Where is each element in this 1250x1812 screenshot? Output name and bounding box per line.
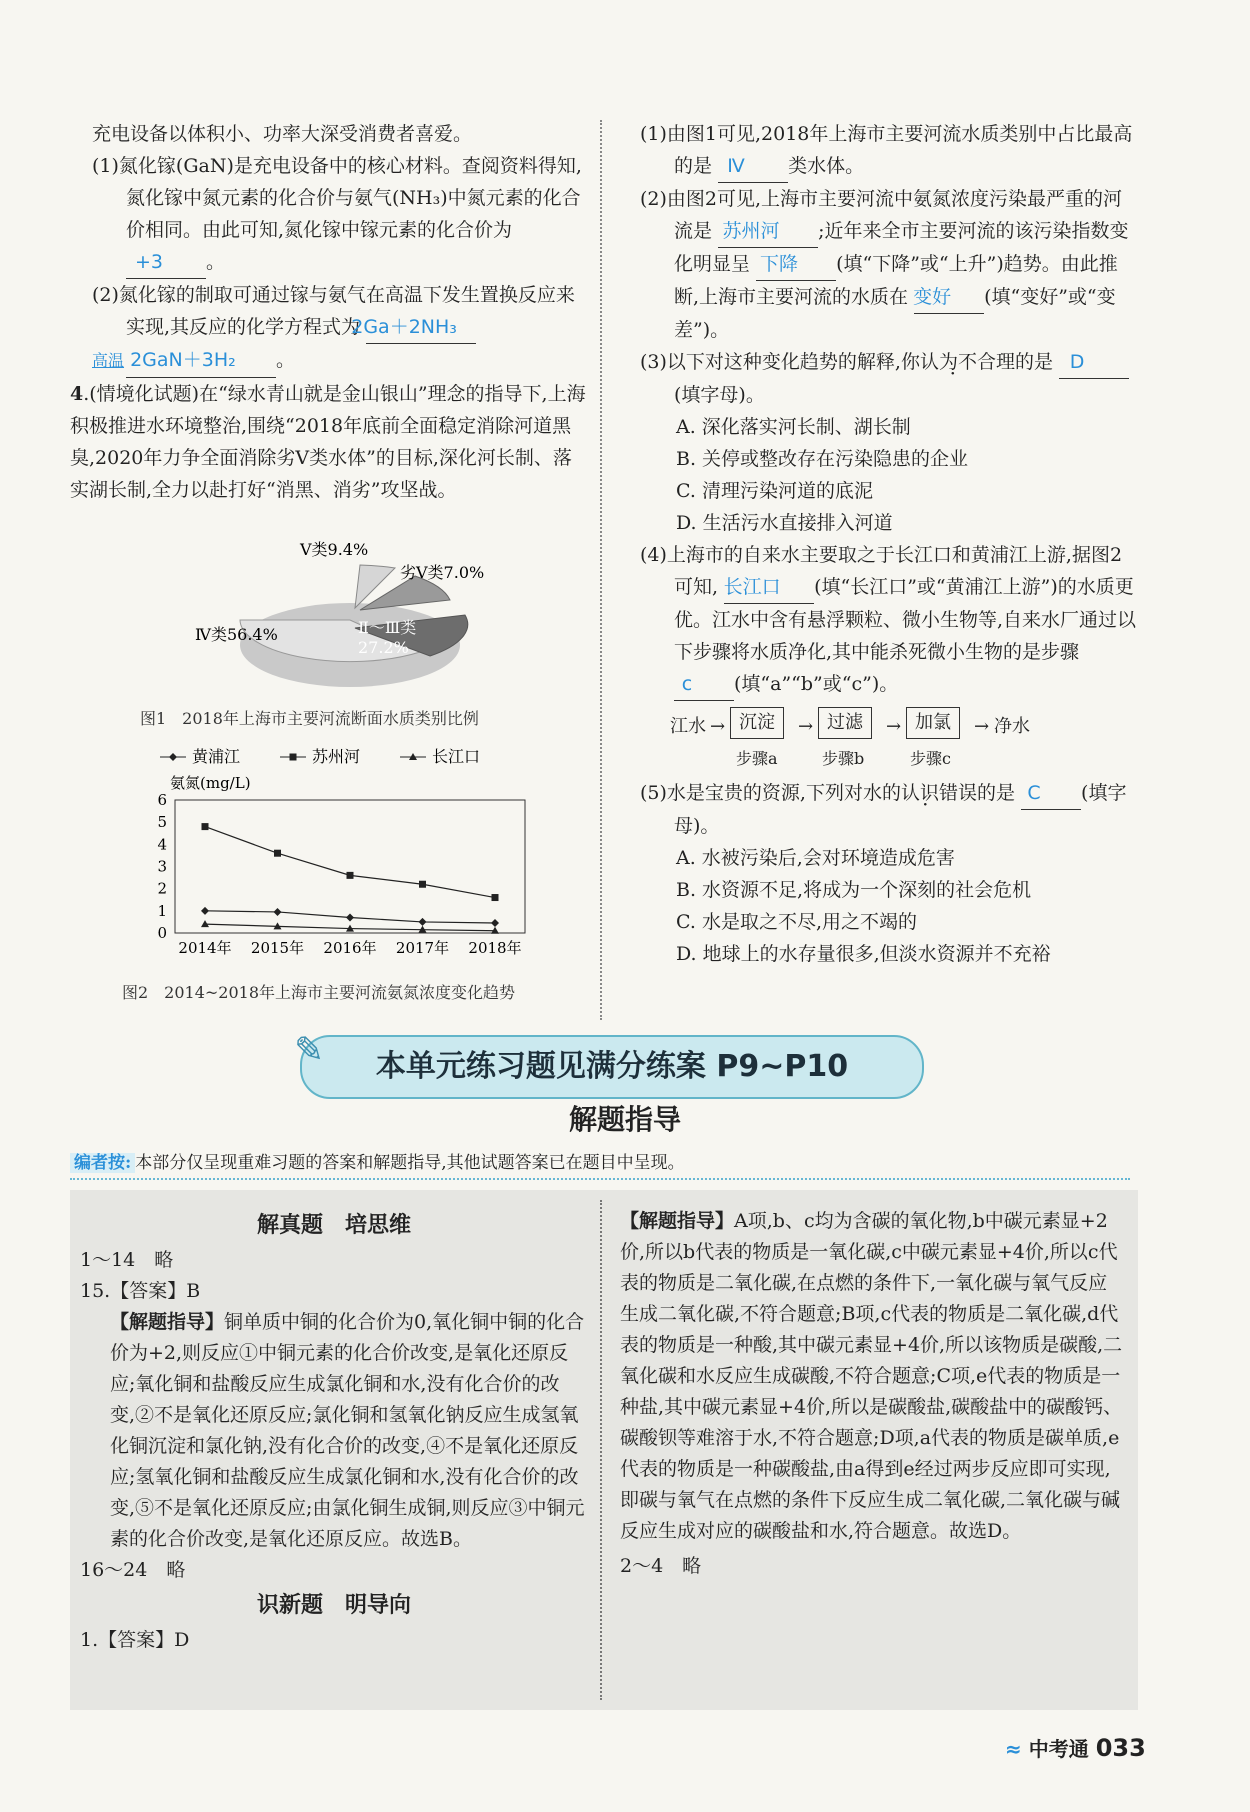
answer-r2-quality: 变好 — [914, 281, 984, 314]
y-tick-label: 4 — [157, 835, 167, 854]
answer-q2-right: 高温 2GaN＋3H₂ — [126, 344, 276, 378]
guide-title: 解题指导 — [568, 1103, 681, 1136]
y-tick-label: 3 — [157, 857, 167, 876]
legend-label: 长江口 — [432, 747, 481, 766]
guide-line-1: 1～14 略 — [80, 1249, 174, 1271]
answer-r4-step: c — [674, 668, 734, 701]
y-tick-label: 5 — [157, 813, 167, 832]
guide-explanation-right: 【解题指导】A项,b、c均为含碳的氧化物,b中碳元素显+2价,所以b代表的物质是一氧化碳,c中碳元素显+4价,所以c代表的物质是二氧化碳,在点燃的条件下,一氧化碳与氧气反应生成二氧化碳,不符合题意;B项,c代表的物质是二氧化碳,d代表的物质是一种酸,其中碳元素显+4价,所以该物质是碳酸,二氧化碳和水反应生成碳酸,不符合题意;C项,e代表的物质是一种盐,其中碳元素显+4价,所以是碳酸盐,碳酸盐中的碳酸钙、碳酸钡等难溶于水,不符合题意;D项,a代表的物质是碳单质,e代表的物质是一种碳酸盐,由a得到e经过两步反应即可实现,即碳与氧气在点燃的条件下反应生成二氧化碳,二氧化碳与碱反应生成对应的碳酸盐和水,符合题意。故选D。 — [620, 1210, 1123, 1542]
y-tick-label: 6 — [157, 791, 167, 809]
answer-q2-left: 2Ga＋2NH₃ — [366, 311, 476, 344]
r3-option-d: D. 生活污水直接排入河道 — [676, 512, 893, 534]
legend-marker — [290, 754, 297, 761]
r3-option-b: B. 关停或整改存在污染隐患的企业 — [676, 448, 969, 470]
plot-frame — [175, 800, 525, 933]
pencil-icon: ✎ — [294, 1030, 325, 1071]
r5-option-d: D. 地球上的水存量很多,但淡水资源并不充裕 — [676, 943, 1051, 965]
figure-1-caption: 图1 2018年上海市主要河流断面水质类别比例 — [140, 709, 479, 728]
x-tick-label: 2016年 — [323, 939, 377, 957]
answer-q1: +3 — [126, 246, 206, 279]
flow-label-b: 步骤b — [822, 749, 865, 768]
brand-icon: ≈ — [1005, 1737, 1022, 1761]
data-point — [347, 872, 354, 879]
brand-name: 中考通 — [1028, 1737, 1089, 1761]
pie-label-inferior-v: 劣Ⅴ类7.0% — [400, 563, 485, 582]
page-number: 033 — [1095, 1734, 1146, 1762]
flow-label-a: 步骤a — [736, 749, 778, 768]
arrow-icon: → — [710, 716, 726, 737]
question-1: (1)氮化镓(GaN)是充电设备中的核心材料。查阅资料得知,氮化镓中氮元素的化合价与氨气(NH₃)中氮元素的化合价相同。由此可知,氮化镓中镓元素的化合价为 +3 。 — [92, 150, 590, 279]
chart-legend — [160, 747, 480, 766]
right-question-3: (3)以下对这种变化趋势的解释,你认为不合理的是 D(填字母)。 — [640, 346, 1140, 411]
right-question-5: (5)水是宝贵的资源,下列对水的认识错误的是 C (填字母)。 — [640, 777, 1140, 842]
left-column — [70, 118, 590, 506]
guide-heading-2: 识新题 明导向 — [256, 1593, 411, 1618]
right-column — [640, 118, 1140, 970]
intro-text: 充电设备以体积小、功率大深受消费者喜爱。 — [92, 123, 473, 145]
arrow-icon: → — [798, 716, 814, 737]
guide-line-4: 1.【答案】D — [80, 1629, 190, 1651]
arrow-icon: → — [974, 716, 990, 737]
practice-banner: ✎ 本单元练习题见满分练案 P9~P10 — [300, 1035, 924, 1099]
guide-heading-1: 解真题 培思维 — [256, 1213, 411, 1238]
series-line-2 — [205, 827, 495, 898]
flow-step-2: 过滤 — [818, 707, 872, 739]
figure-2 — [140, 745, 560, 975]
answer-r1: Ⅳ — [718, 150, 788, 183]
figure-1 — [150, 540, 570, 710]
y-axis-label: 氨氮(mg/L) — [170, 774, 251, 792]
pie-label-ii-iii: Ⅱ～Ⅲ类 — [358, 618, 417, 637]
answer-r4-source: 长江口 — [724, 571, 814, 604]
data-point — [274, 850, 281, 857]
y-tick-label: 2 — [157, 879, 167, 898]
x-tick-label: 2015年 — [250, 939, 305, 957]
pie-label-iv: Ⅳ类56.4% — [195, 625, 278, 644]
pie-label-v: Ⅴ类9.4% — [300, 540, 369, 559]
guide-right-column — [620, 1206, 1125, 1582]
page-footer — [1005, 1733, 1146, 1762]
figure-2-caption: 图2 2014~2018年上海市主要河流氨氮浓度变化趋势 — [122, 983, 516, 1002]
purification-flow — [670, 707, 1140, 773]
pie-chart — [150, 540, 570, 710]
x-tick-label: 2018年 — [468, 939, 522, 957]
data-point — [419, 881, 426, 888]
guide-explanation-left: 【解题指导】铜单质中铜的化合价为0,氧化铜中铜的化合价为+2,则反应①中铜元素的化合价改变,是氧化还原反应;氧化铜和盐酸反应生成氯化铜和水,没有化合价的改变,②不是氧化还原反应;氯化铜和氢氧化钠反应生成氢氧化铜沉淀和氯化钠,没有化合价的改变,④不是氧化还原反应;氢氧化铜和盐酸反应生成氯化铜和水,没有化合价的改变,⑤不是氧化还原反应;由氯化铜生成铜,则反应③中铜元素的化合价改变,是氧化还原反应。故选B。 — [110, 1311, 585, 1550]
question-4: 4.(情境化试题)在“绿水青山就是金山银山”理念的指导下,上海积极推进水环境整治,围绕“2018年底前全面稳定消除河道黑臭,2020年力争全面消除劣Ⅴ类水体”的目标,深化河长制、落实湖长制,全力以赴打好“消黑、消劣”攻坚战。 — [70, 383, 586, 501]
answer-r5: C — [1021, 777, 1081, 810]
y-tick-label: 1 — [157, 901, 167, 920]
answer-r2-trend: 下降 — [756, 248, 836, 281]
flow-step-1: 沉淀 — [730, 707, 784, 739]
guide-line-2: 15.【答案】B — [80, 1280, 201, 1302]
guide-divider — [600, 1200, 602, 1700]
data-point — [201, 907, 209, 915]
data-point — [492, 894, 499, 901]
editor-note: 编者按: 本部分仅呈现重难习题的答案和解题指导,其他试题答案已在题目中呈现。 — [70, 1148, 1130, 1180]
question-2: (2)氮化镓的制取可通过镓与氨气在高温下发生置换反应来实现,其反应的化学方程式为 2Ga＋2NH₃ 高温 2GaN＋3H₂ 。 — [92, 279, 590, 378]
guide-left-column — [80, 1206, 588, 1656]
x-tick-label: 2017年 — [395, 939, 450, 957]
answer-r3: D — [1059, 346, 1129, 379]
r5-option-a: A. 水被污染后,会对环境造成危害 — [676, 847, 955, 869]
chart-series — [201, 823, 499, 934]
flow-step-3: 加氯 — [906, 707, 960, 739]
y-ticks — [157, 791, 167, 942]
arrow-icon: → — [886, 716, 902, 737]
guide-right-line-1: 2～4 略 — [620, 1555, 702, 1577]
line-chart — [140, 745, 560, 975]
flow-end: 净水 — [994, 716, 1030, 737]
r5-option-c: C. 水是取之不尽,用之不竭的 — [676, 911, 917, 933]
y-tick-label: 0 — [157, 924, 167, 942]
right-question-2: (2)由图2可见,上海市主要河流中氨氮浓度污染最严重的河流是 苏州河 ;近年来全市主要河流的该污染指数变化明显呈 下降 (填“下降”或“上升”)趋势。由此推断,上海市主要河流的水质在 变好 (填“变好”或“变差”)。 — [640, 188, 1129, 341]
legend-marker — [169, 753, 177, 761]
flow-start: 江水 — [670, 716, 706, 737]
legend-label: 黄浦江 — [192, 747, 241, 766]
pie-label-ii-iii-value: 27.2% — [358, 638, 409, 657]
r3-option-c: C. 清理污染河道的底泥 — [676, 480, 873, 502]
data-point — [419, 918, 427, 926]
r5-option-b: B. 水资源不足,将成为一个深刻的社会危机 — [676, 879, 1032, 901]
answer-r2-river: 苏州河 — [718, 215, 818, 248]
flow-label-c: 步骤c — [910, 749, 951, 768]
editor-tag: 编者按: — [70, 1153, 135, 1173]
right-question-1: (1)由图1可见,2018年上海市主要河流水质类别中占比最高的是 Ⅳ 类水体。 — [640, 118, 1140, 183]
data-point — [274, 908, 282, 916]
column-divider — [600, 120, 602, 1020]
right-question-4: (4)上海市的自来水主要取之于长江口和黄浦江上游,据图2可知, 长江口 (填“长江口”或“黄浦江上游”)的水质更优。江水中含有悬浮颗粒、微小生物等,自来水厂通过以下步骤将水质净化,其中能杀死微小生物的是步骤 c (填“a”“b”或“c”)。 — [640, 539, 1140, 701]
x-ticks — [178, 939, 521, 957]
x-tick-label: 2014年 — [178, 939, 232, 957]
legend-label: 苏州河 — [312, 747, 361, 766]
data-point — [491, 919, 499, 927]
guide-line-3: 16～24 略 — [80, 1559, 186, 1581]
data-point — [346, 913, 354, 921]
data-point — [202, 823, 209, 830]
r3-option-a: A. 深化落实河长制、湖长制 — [676, 416, 911, 438]
